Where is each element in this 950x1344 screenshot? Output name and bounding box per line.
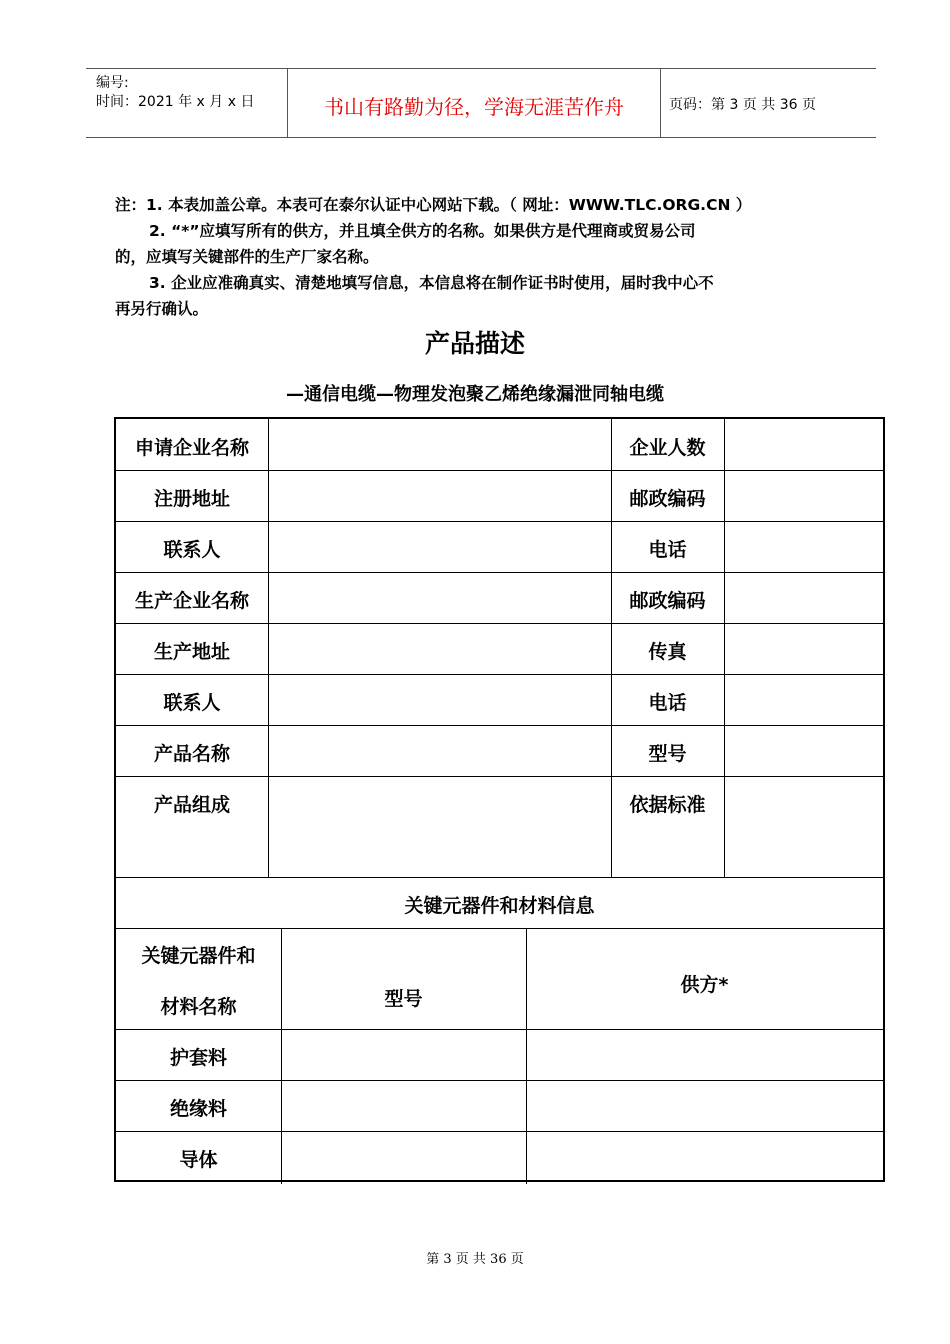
product-composition-label: 产品组成 bbox=[153, 794, 230, 816]
components-section-title: 关键元器件和材料信息 bbox=[404, 895, 595, 917]
fax-label: 传真 bbox=[648, 641, 687, 663]
note-line-1: 注：1. 本表加盖公章。本表可在泰尔认证中心网站下载。（ 网址：WWW.TLC.ORG.CN ） bbox=[115, 196, 752, 214]
note-line-2a: 2. “*”应填写所有的供方，并且填全供方的名称。如果供方是代理商或贸易公司 bbox=[149, 222, 696, 240]
standard-label: 依据标准 bbox=[629, 794, 706, 816]
postcode-label: 邮政编码 bbox=[629, 488, 706, 510]
component-row-label: 导体 bbox=[179, 1149, 218, 1171]
model-label: 型号 bbox=[648, 743, 687, 765]
production-address-label: 生产地址 bbox=[153, 641, 230, 663]
page-info: 页码：第 3 页 共 36 页 bbox=[669, 97, 816, 113]
column-divider bbox=[268, 419, 269, 877]
column-divider bbox=[724, 419, 725, 877]
product-form-table bbox=[114, 417, 885, 1182]
document-header bbox=[86, 68, 876, 138]
note-line-3b: 再另行确认。 bbox=[115, 300, 209, 318]
page-title: 产品描述 bbox=[424, 329, 525, 358]
component-name-header-line2: 材料名称 bbox=[160, 996, 237, 1018]
reg-address-label: 注册地址 bbox=[153, 488, 230, 510]
page-subtitle: —通信电缆—物理发泡聚乙烯绝缘漏泄同轴电缆 bbox=[286, 384, 664, 405]
note-line-3a: 3. 企业应准确真实、清楚地填写信息，本信息将在制作证书时使用，届时我中心不 bbox=[149, 274, 714, 292]
applicant-name-label: 申请企业名称 bbox=[134, 437, 249, 459]
employee-count-label: 企业人数 bbox=[629, 437, 706, 459]
contact-label: 联系人 bbox=[163, 539, 221, 561]
column-divider bbox=[526, 928, 527, 1184]
postcode-label-2: 邮政编码 bbox=[629, 590, 706, 612]
column-divider bbox=[281, 928, 282, 1184]
note-line-2b: 的，应填写关键部件的生产厂家名称。 bbox=[115, 248, 379, 266]
page-footer: 第 3 页 共 36 页 bbox=[426, 1252, 524, 1267]
header-page-cell bbox=[661, 69, 876, 137]
phone-label: 电话 bbox=[648, 539, 687, 561]
component-model-header: 型号 bbox=[384, 988, 423, 1010]
motto-text: 书山有路勤为径，学海无涯苦作舟 bbox=[324, 95, 624, 119]
component-row-label: 绝缘料 bbox=[169, 1098, 227, 1120]
serial-label: 编号: bbox=[96, 75, 129, 91]
component-name-header-line1: 关键元器件和 bbox=[141, 945, 256, 967]
notes-block bbox=[115, 192, 855, 322]
header-meta-cell bbox=[86, 69, 288, 137]
contact-label-2: 联系人 bbox=[163, 692, 221, 714]
phone-label-2: 电话 bbox=[648, 692, 687, 714]
header-motto-cell bbox=[288, 69, 661, 137]
component-row-label: 护套料 bbox=[169, 1047, 227, 1069]
time-label: 时间：2021 年 x 月 x 日 bbox=[96, 94, 255, 110]
product-name-label: 产品名称 bbox=[153, 743, 230, 765]
manufacturer-name-label: 生产企业名称 bbox=[134, 590, 249, 612]
component-supplier-header: 供方* bbox=[680, 974, 729, 996]
